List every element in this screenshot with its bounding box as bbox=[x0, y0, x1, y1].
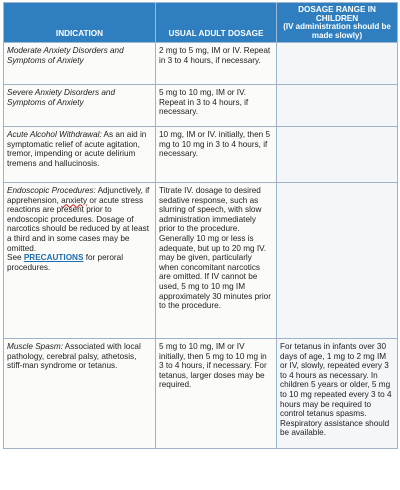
indication-cell bbox=[4, 127, 156, 183]
table-row bbox=[4, 183, 398, 339]
indication-title: Muscle Spasm: bbox=[7, 342, 63, 351]
indication-title: Acute Alcohol Withdrawal: bbox=[7, 130, 102, 139]
children-dosage-cell bbox=[277, 127, 398, 183]
indication-cell bbox=[4, 85, 156, 127]
header-indication: INDICATION bbox=[4, 3, 156, 43]
indication-title: Severe Anxiety Disorders and Symptoms of Anxiety bbox=[7, 88, 116, 107]
adult-dosage-cell: Titrate IV. dosage to desired sedative response, such as slurring of speech, with slow administration immediately prior to the procedure. Generally 10 mg or less is adequate, but up to 20 mg IV. may be given, particularly when concomitant narcotics are omitted. If IV cannot be used, 5 mg to 10 mg IM approximately 30 minutes prior to the procedure. bbox=[156, 183, 277, 339]
table-row bbox=[4, 85, 398, 127]
adult-dosage-cell: 5 mg to 10 mg, IM or IV initially, then 5 mg to 10 mg in 3 to 4 hours, if necessary. For tetanus, larger doses may be required. bbox=[156, 339, 277, 449]
children-dosage-cell bbox=[277, 85, 398, 127]
indication-description: Adjunctively, if apprehension, bbox=[7, 186, 150, 205]
table-row bbox=[4, 339, 398, 449]
dosage-table bbox=[3, 2, 398, 449]
children-dosage-cell bbox=[277, 43, 398, 85]
spelling-error-word: anxiety bbox=[61, 195, 88, 205]
header-row bbox=[4, 3, 398, 43]
children-dosage-cell bbox=[277, 183, 398, 339]
indication-cell bbox=[4, 339, 156, 449]
header-children-title: DOSAGE RANGE IN CHILDREN bbox=[298, 5, 376, 23]
adult-dosage-cell: 5 mg to 10 mg, IM or IV. Repeat in 3 to 4 hours, if necessary. bbox=[156, 85, 277, 127]
see-text: See bbox=[7, 253, 24, 263]
indication-description-cont: or acute stress reactions are present prior to endoscopic procedures. Dosage of narcotics should be reduced by at least a third and in some cases may be omitted. bbox=[7, 195, 150, 253]
adult-dosage-cell: 2 mg to 5 mg, IM or IV. Repeat in 3 to 4 hours, if necessary. bbox=[156, 43, 277, 85]
table-row bbox=[4, 127, 398, 183]
header-children-note: (IV administration should be made slowly) bbox=[283, 22, 391, 40]
indication-cell bbox=[4, 43, 156, 85]
indication-description: As an aid in symptomatic relief of acute agitation, tremor, impending or acute delirium tremens and hallucinosis. bbox=[7, 130, 147, 168]
children-dosage-cell: For tetanus in infants over 30 days of age, 1 mg to 2 mg IM or IV, slowly, repeated every 3 to 4 hours as necessary. In children 5 years or older, 5 mg to 10 mg repeated every 3 to 4 hours may be required to control tetanus spasms. Respiratory assistance should be available. bbox=[277, 339, 398, 449]
indication-description: Associated with local pathology, cerebral palsy, athetosis, stiff-man syndrome or tetanus. bbox=[7, 342, 141, 371]
table-row bbox=[4, 43, 398, 85]
see-text-end: for peroral procedures. bbox=[7, 253, 124, 272]
header-children-dosage bbox=[277, 3, 398, 43]
indication-title: Endoscopic Procedures: bbox=[7, 186, 96, 195]
indication-title: Moderate Anxiety Disorders and Symptoms of Anxiety bbox=[7, 46, 124, 65]
indication-cell bbox=[4, 183, 156, 339]
precautions-link[interactable]: PRECAUTIONS bbox=[23, 253, 84, 263]
header-adult-dosage: USUAL ADULT DOSAGE bbox=[156, 3, 277, 43]
adult-dosage-cell: 10 mg, IM or IV. initially, then 5 mg to 10 mg in 3 to 4 hours, if necessary. bbox=[156, 127, 277, 183]
